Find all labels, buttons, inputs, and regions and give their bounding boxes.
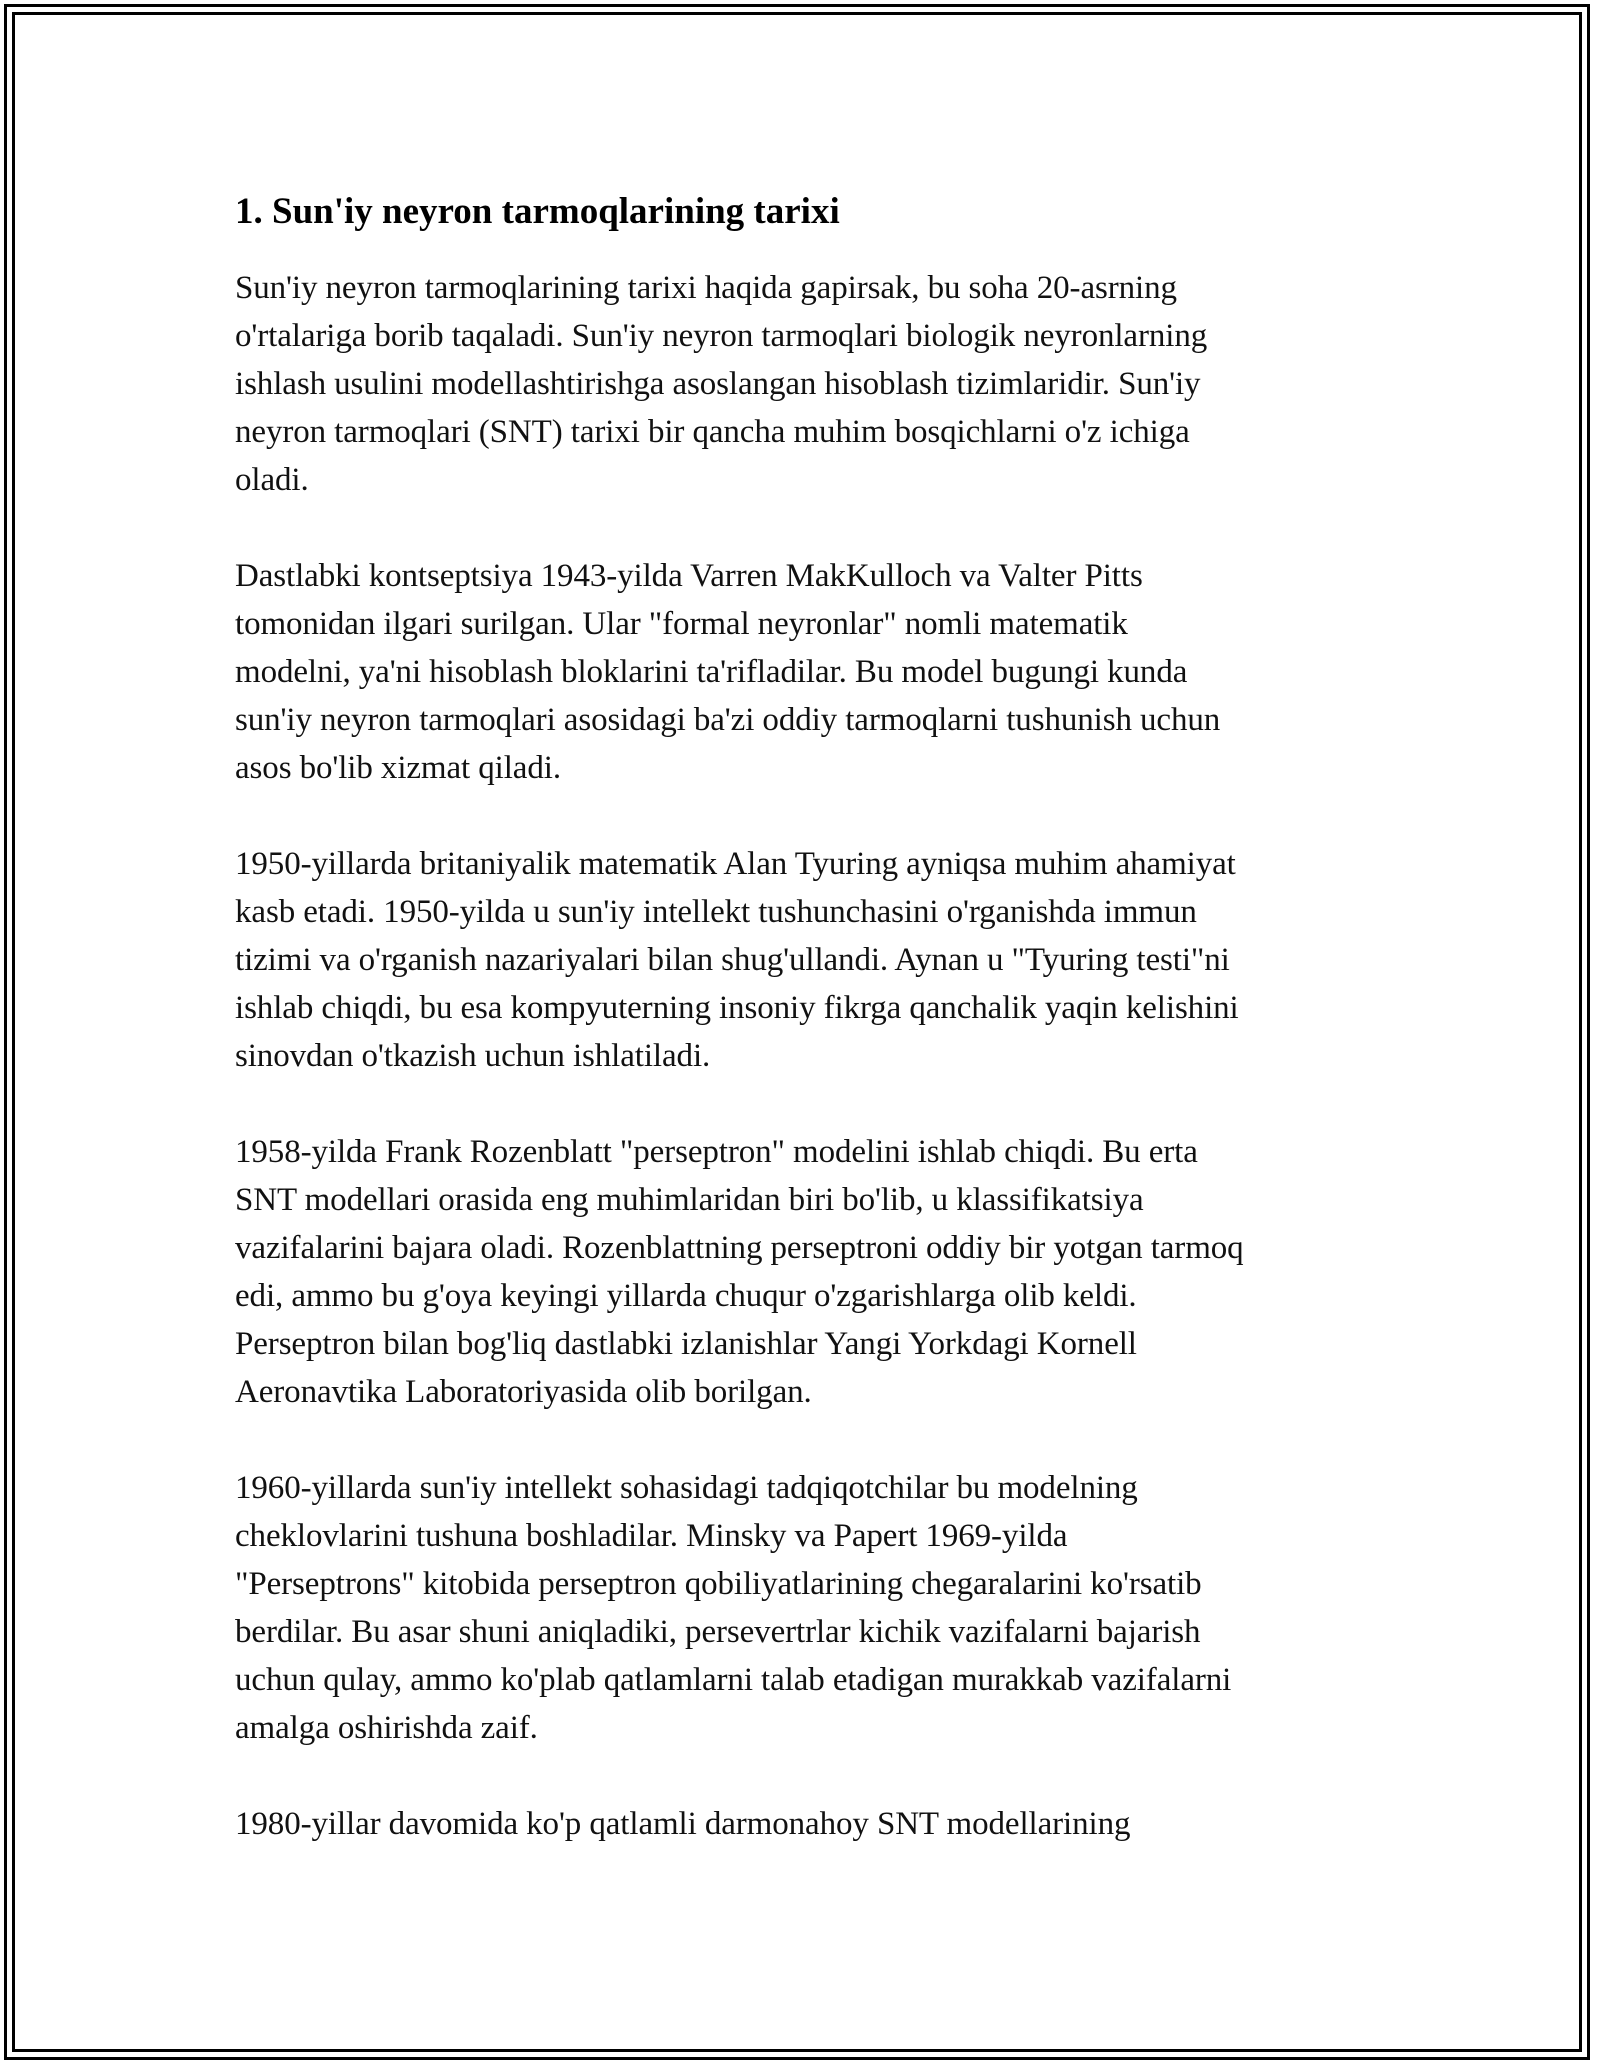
text-line: 1960-yillarda sun'iy intellekt sohasidagi tadqiqotchilar bu modelning	[235, 1470, 1138, 1506]
text-line: tomonidan ilgari surilgan. Ular "formal neyronlar" nomli matematik	[235, 606, 1128, 642]
text-line: kasb etadi. 1950-yilda u sun'iy intellekt tushunchasini o'rganishda immun	[235, 894, 1197, 930]
paragraph	[235, 552, 1375, 792]
text-line: o'rtalariga borib taqaladi. Sun'iy neyron tarmoqlari biologik neyronlarning	[235, 318, 1208, 354]
text-line: asos bo'lib xizmat qiladi.	[235, 750, 561, 786]
text-line: ishlash usulini modellashtirishga asoslangan hisoblash tizimlaridir. Sun'iy	[235, 366, 1201, 402]
text-line: amalga oshirishda zaif.	[235, 1710, 538, 1746]
text-line: uchun qulay, ammo ko'plab qatlamlarni talab etadigan murakkab vazifalarni	[235, 1662, 1232, 1698]
text-line: SNT modellari orasida eng muhimlaridan biri bo'lib, u klassifikatsiya	[235, 1182, 1144, 1218]
text-line: 1958-yilda Frank Rozenblatt "perseptron" modelini ishlab chiqdi. Bu erta	[235, 1134, 1198, 1170]
text-line: 1950-yillarda britaniyalik matematik Alan Tyuring ayniqsa muhim ahamiyat	[235, 846, 1236, 882]
text-line: Sun'iy neyron tarmoqlarining tarixi haqida gapirsak, bu soha 20-asrning	[235, 270, 1177, 306]
text-line: ishlab chiqdi, bu esa kompyuterning insoniy fikrga qanchalik yaqin kelishini	[235, 990, 1239, 1026]
text-line: Dastlabki kontseptsiya 1943-yilda Varren MakKulloch va Valter Pitts	[235, 558, 1143, 594]
paragraph	[235, 1128, 1375, 1416]
paragraph	[235, 840, 1375, 1080]
text-line: "Perseptrons" kitobida perseptron qobiliyatlarining chegaralarini ko'rsatib	[235, 1566, 1202, 1602]
text-line: 1980-yillar davomida ko'p qatlamli darmonahoy SNT modellarining	[235, 1806, 1131, 1842]
text-line: sinovdan o'tkazish uchun ishlatiladi.	[235, 1038, 711, 1074]
document-body	[235, 188, 1375, 1896]
text-line: vazifalarini bajara oladi. Rozenblattning perseptroni oddiy bir yotgan tarmoq	[235, 1230, 1244, 1266]
text-line: neyron tarmoqlari (SNT) tarixi bir qancha muhim bosqichlarni o'z ichiga	[235, 414, 1190, 450]
text-line: Perseptron bilan bog'liq dastlabki izlanishlar Yangi Yorkdagi Kornell	[235, 1326, 1137, 1362]
text-line: berdilar. Bu asar shuni aniqladiki, persevertrlar kichik vazifalarni bajarish	[235, 1614, 1201, 1650]
text-line: modelni, ya'ni hisoblash bloklarini ta'rifladilar. Bu model bugungi kunda	[235, 654, 1188, 690]
text-line: oladi.	[235, 462, 309, 498]
paragraph	[235, 264, 1375, 504]
text-line: sun'iy neyron tarmoqlari asosidagi ba'zi oddiy tarmoqlarni tushunish uchun	[235, 702, 1221, 738]
section-heading: 1. Sun'iy neyron tarmoqlarining tarixi	[235, 191, 840, 232]
text-line: cheklovlarini tushuna boshladilar. Minsky va Papert 1969-yilda	[235, 1518, 1068, 1554]
paragraph	[235, 1800, 1375, 1848]
paragraph	[235, 1464, 1375, 1752]
text-line: Aeronavtika Laboratoriyasida olib borilgan.	[235, 1374, 812, 1410]
text-line: edi, ammo bu g'oya keyingi yillarda chuqur o'zgarishlarga olib keldi.	[235, 1278, 1137, 1314]
text-line: tizimi va o'rganish nazariyalari bilan shug'ullandi. Aynan u "Tyuring testi"ni	[235, 942, 1230, 978]
